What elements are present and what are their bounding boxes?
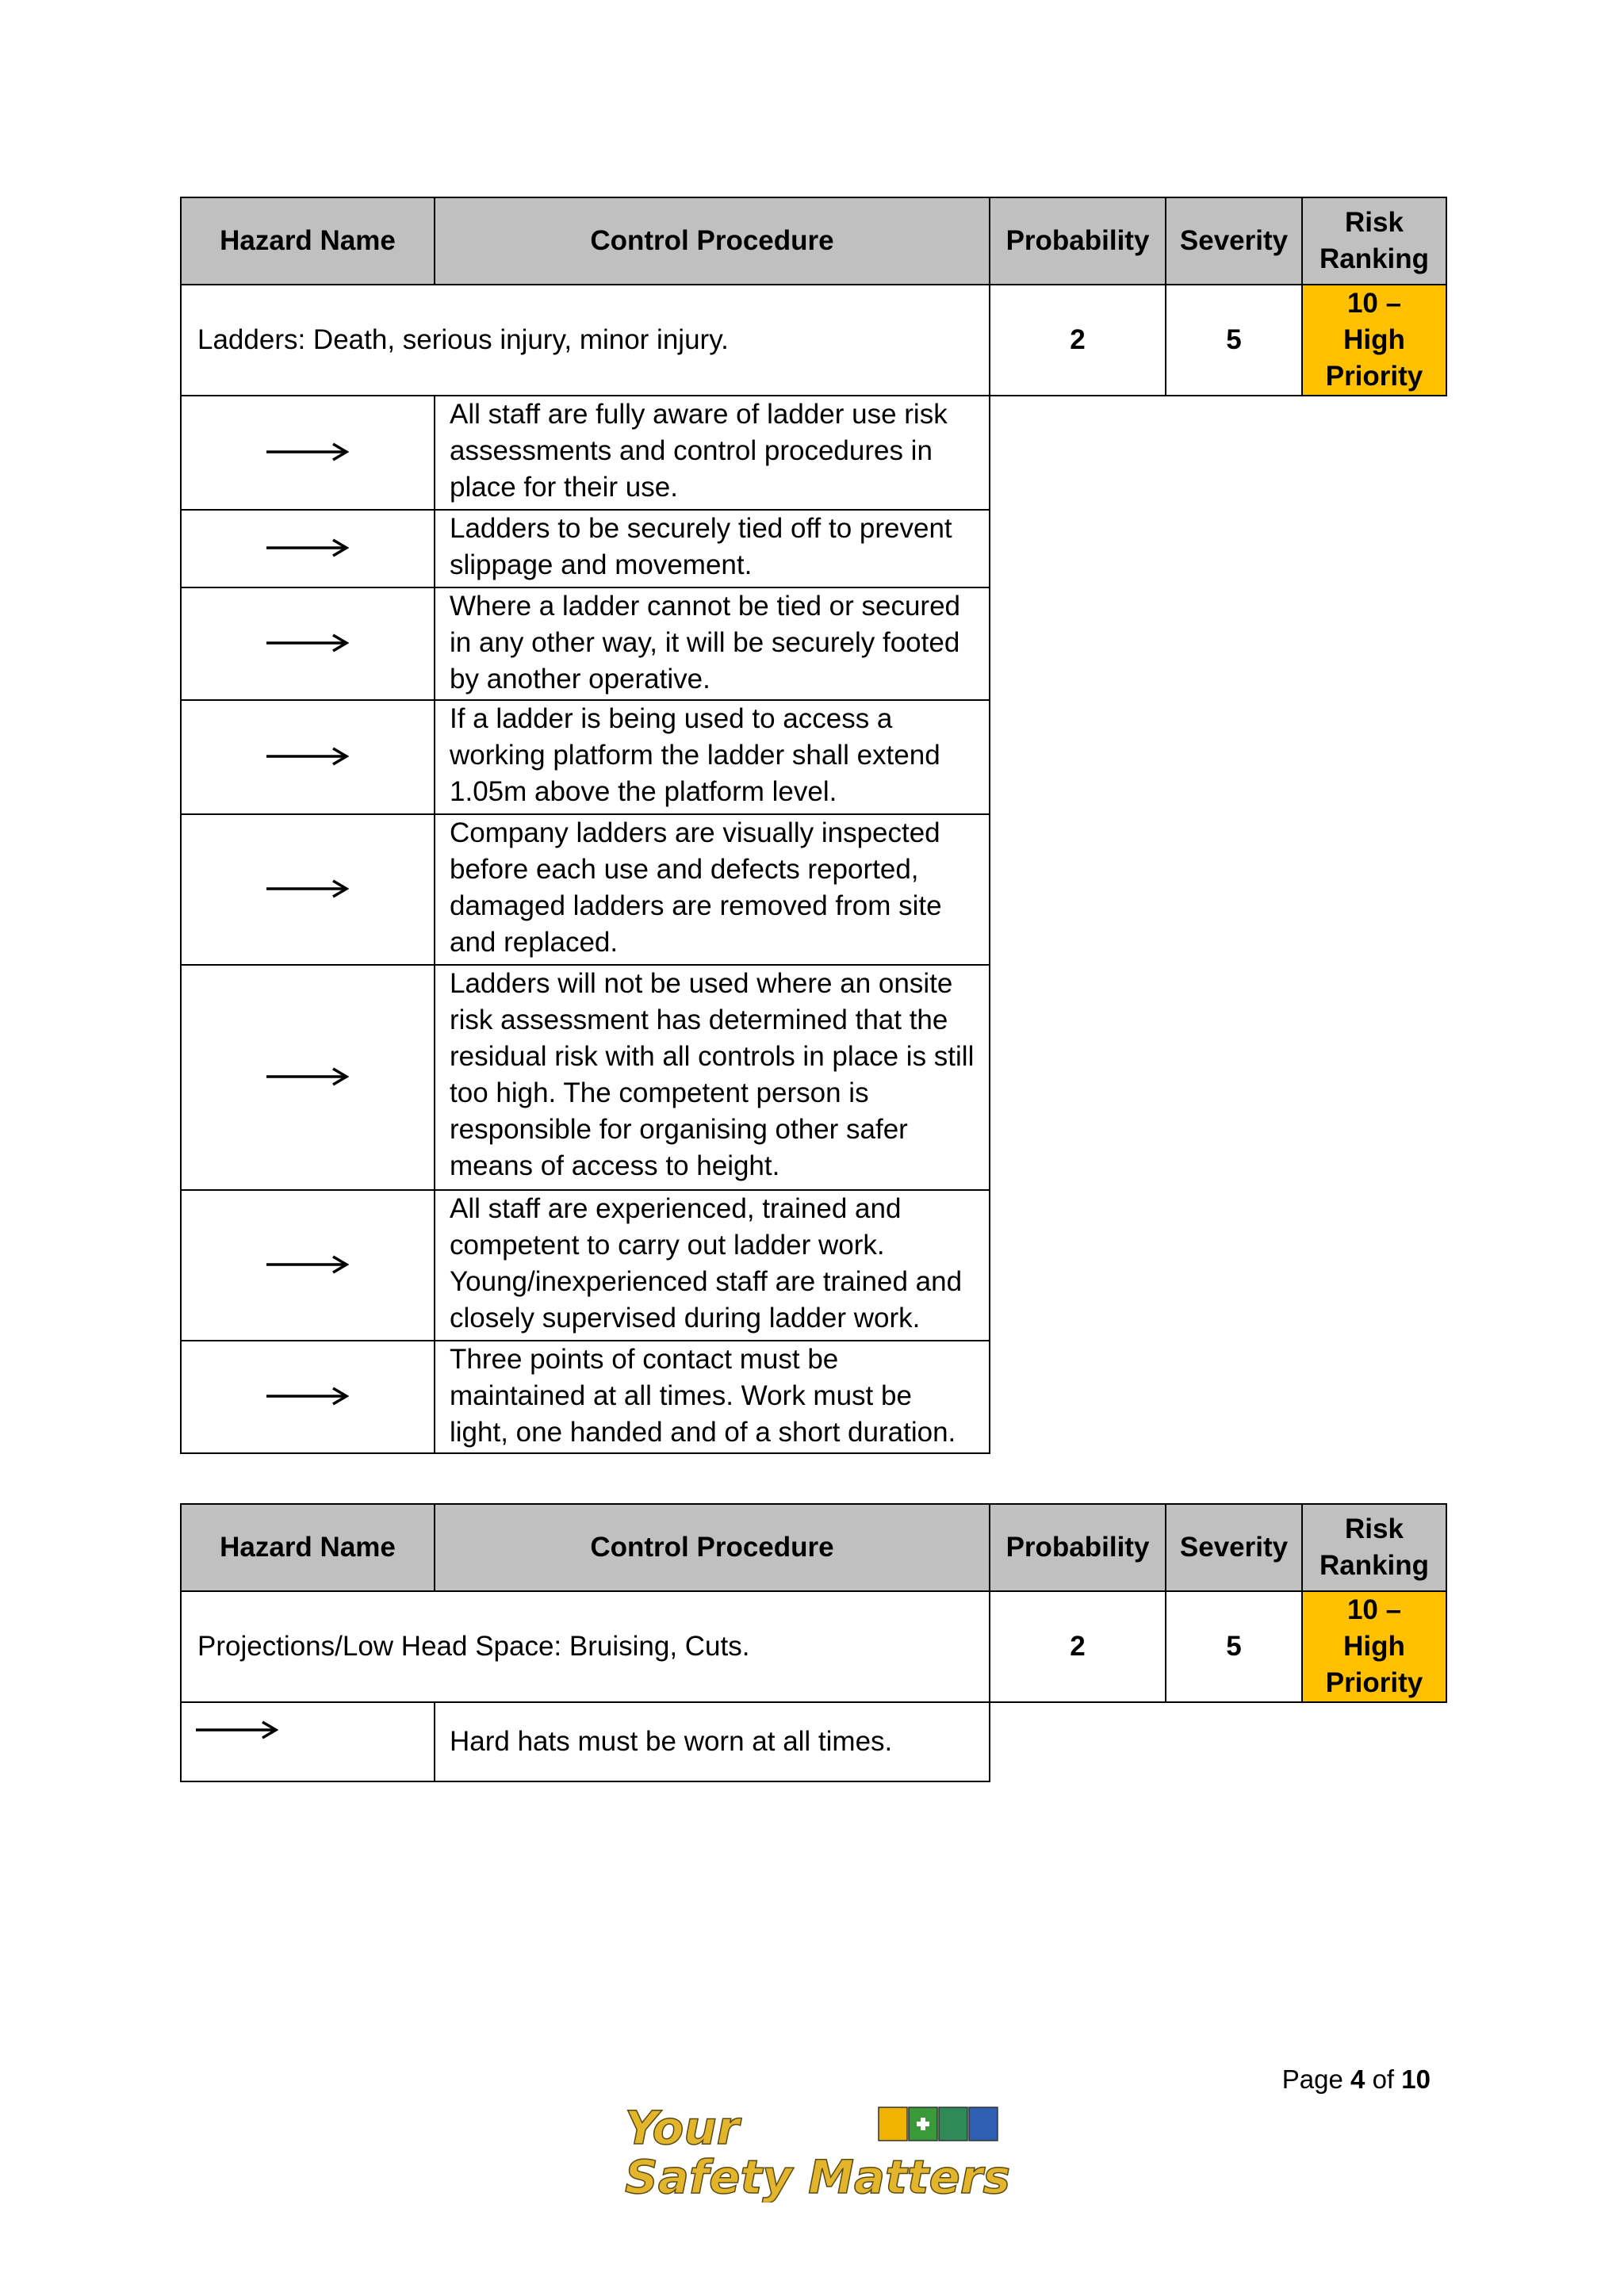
- header-row: [181, 1504, 1446, 1591]
- control-row: [181, 700, 1446, 814]
- risk-ranking-badge: [1302, 1591, 1446, 1702]
- logo-line-1: Your: [625, 2101, 740, 2155]
- empty-cell: [990, 1341, 1446, 1453]
- control-text-line: 1.05m above the platform level.: [450, 776, 837, 807]
- header-control-procedure: Control Procedure: [435, 1504, 990, 1591]
- control-text: [435, 510, 990, 587]
- control-text-line: responsible for organising other safer: [450, 1114, 908, 1145]
- header-severity: Severity: [1166, 197, 1302, 285]
- control-text-line: damaged ladders are removed from site: [450, 890, 942, 921]
- empty-cell: [990, 1190, 1446, 1341]
- control-text-line: before each use and defects reported,: [450, 854, 919, 885]
- arrow-right-icon: [266, 879, 349, 898]
- empty-cell: [990, 814, 1446, 965]
- page-prefix: Page: [1281, 2064, 1343, 2094]
- company-logo: [619, 2099, 1015, 2202]
- control-text-line: competent to carry out ladder work.: [450, 1230, 885, 1261]
- control-text-line: risk assessment has determined that the: [450, 1004, 948, 1035]
- probability-value: 2: [990, 285, 1166, 396]
- control-text-line: Young/inexperienced staff are trained and: [450, 1266, 963, 1297]
- control-text: [435, 1190, 990, 1341]
- control-text: [435, 814, 990, 965]
- page-number: [1282, 2064, 1431, 2095]
- hazard-name: Projections/Low Head Space: Bruising, Cuts.: [181, 1591, 990, 1702]
- arrow-right-icon: [266, 442, 349, 461]
- arrow-right-icon: [266, 633, 349, 652]
- control-text-line: light, one handed and of a short duration.: [450, 1417, 956, 1448]
- header-risk-ranking: [1302, 197, 1446, 285]
- risk-ranking-line: 10 –: [1346, 288, 1402, 319]
- control-text-line: means of access to height.: [450, 1150, 780, 1181]
- control-list: [181, 396, 1446, 1453]
- hazard-row: [181, 1591, 1446, 1702]
- control-text-line: closely supervised during ladder work.: [450, 1303, 921, 1334]
- severity-value: 5: [1166, 285, 1302, 396]
- control-arrow-cell: [181, 1190, 435, 1341]
- fire-exit-icon: [939, 2107, 967, 2141]
- empty-cell: [990, 587, 1446, 700]
- arrow-right-icon: [266, 538, 349, 557]
- control-text-line: residual risk with all controls in place is still: [450, 1041, 975, 1072]
- control-row: [181, 1190, 1446, 1341]
- page-current: 4: [1350, 2064, 1365, 2094]
- header-hazard-name: Hazard Name: [181, 1504, 435, 1591]
- control-text: [435, 1341, 990, 1453]
- ppe-icon: [969, 2107, 998, 2141]
- control-text-line: and replaced.: [450, 927, 619, 958]
- hazard-name: Ladders: Death, serious injury, minor injury.: [181, 285, 990, 396]
- risk-table-projections: [180, 1503, 1447, 1782]
- arrow-right-icon: [196, 1720, 278, 1739]
- logo-line-2: Safety Matters: [625, 2150, 1010, 2202]
- arrow-right-icon: [266, 1387, 349, 1406]
- risk-ranking-line: Priority: [1325, 1667, 1423, 1698]
- header-risk-ranking-line: Ranking: [1319, 1550, 1430, 1581]
- header-probability: Probability: [990, 1504, 1166, 1591]
- header-risk-ranking: [1302, 1504, 1446, 1591]
- header-severity: Severity: [1166, 1504, 1302, 1591]
- header-hazard-name: Hazard Name: [181, 197, 435, 285]
- hazard-row: [181, 285, 1446, 396]
- control-text-line: too high. The competent person is: [450, 1077, 869, 1108]
- control-text-line: by another operative.: [450, 664, 710, 695]
- control-row: [181, 1341, 1446, 1453]
- control-arrow-cell: [181, 965, 435, 1190]
- control-row: [181, 965, 1446, 1190]
- control-text-line: in any other way, it will be securely footed: [450, 627, 960, 658]
- risk-ranking-line: High: [1343, 1631, 1405, 1662]
- page-total: 10: [1401, 2064, 1431, 2094]
- empty-cell: [990, 1702, 1446, 1781]
- safety-icons: [879, 2107, 998, 2141]
- control-arrow-cell: [181, 700, 435, 814]
- risk-ranking-line: 10 –: [1346, 1594, 1402, 1625]
- empty-cell: [990, 510, 1446, 587]
- control-text-line: Three points of contact must be: [450, 1344, 839, 1375]
- control-text: [435, 587, 990, 700]
- empty-cell: [990, 396, 1446, 510]
- control-text: [435, 700, 990, 814]
- arrow-right-icon: [266, 747, 349, 766]
- control-arrow-cell: [181, 587, 435, 700]
- header-control-procedure: Control Procedure: [435, 197, 990, 285]
- control-text-line: slippage and movement.: [450, 549, 753, 580]
- arrow-right-icon: [266, 1255, 349, 1274]
- risk-ranking-badge: [1302, 285, 1446, 396]
- control-text-line: maintained at all times. Work must be: [450, 1380, 912, 1411]
- control-text: [435, 1702, 990, 1781]
- arrow-right-icon: [266, 1067, 349, 1086]
- control-row: [181, 587, 1446, 700]
- slip-hazard-icon: [879, 2107, 907, 2141]
- control-text-line: place for their use.: [450, 472, 678, 503]
- header-risk-ranking-line: Risk: [1345, 1513, 1404, 1544]
- header-risk-ranking-line: Risk: [1345, 207, 1404, 238]
- header-risk-ranking-line: Ranking: [1319, 243, 1430, 274]
- control-text-line: working platform the ladder shall extend: [450, 740, 940, 771]
- control-text-line: assessments and control procedures in: [450, 435, 933, 466]
- control-row: [181, 814, 1446, 965]
- control-arrow-cell: [181, 396, 435, 510]
- probability-value: 2: [990, 1591, 1166, 1702]
- control-text-line: All staff are fully aware of ladder use risk: [450, 399, 948, 430]
- control-text-line: Ladders will not be used where an onsite: [450, 968, 953, 999]
- control-arrow-cell: [181, 1341, 435, 1453]
- control-arrow-cell: [181, 1702, 435, 1781]
- control-text-line: If a ladder is being used to access a: [450, 703, 893, 734]
- control-text-line: All staff are experienced, trained and: [450, 1193, 902, 1224]
- header-row: [181, 197, 1446, 285]
- empty-cell: [990, 965, 1446, 1190]
- control-text-line: Company ladders are visually inspected: [450, 817, 940, 848]
- control-text-line: Hard hats must be worn at all times.: [450, 1726, 893, 1757]
- control-arrow-cell: [181, 814, 435, 965]
- control-text-line: Ladders to be securely tied off to prevent: [450, 513, 952, 544]
- control-row: [181, 1702, 1446, 1781]
- risk-ranking-line: High: [1343, 324, 1405, 355]
- risk-ranking-line: Priority: [1325, 361, 1423, 392]
- severity-value: 5: [1166, 1591, 1302, 1702]
- risk-table-ladders: [180, 197, 1447, 1454]
- control-row: [181, 510, 1446, 587]
- control-text-line: Where a ladder cannot be tied or secured: [450, 591, 960, 622]
- control-text: [435, 965, 990, 1190]
- control-row: [181, 396, 1446, 510]
- control-text: [435, 396, 990, 510]
- control-arrow-cell: [181, 510, 435, 587]
- control-list: [181, 1702, 1446, 1781]
- page-of: of: [1372, 2064, 1395, 2094]
- header-probability: Probability: [990, 197, 1166, 285]
- empty-cell: [990, 700, 1446, 814]
